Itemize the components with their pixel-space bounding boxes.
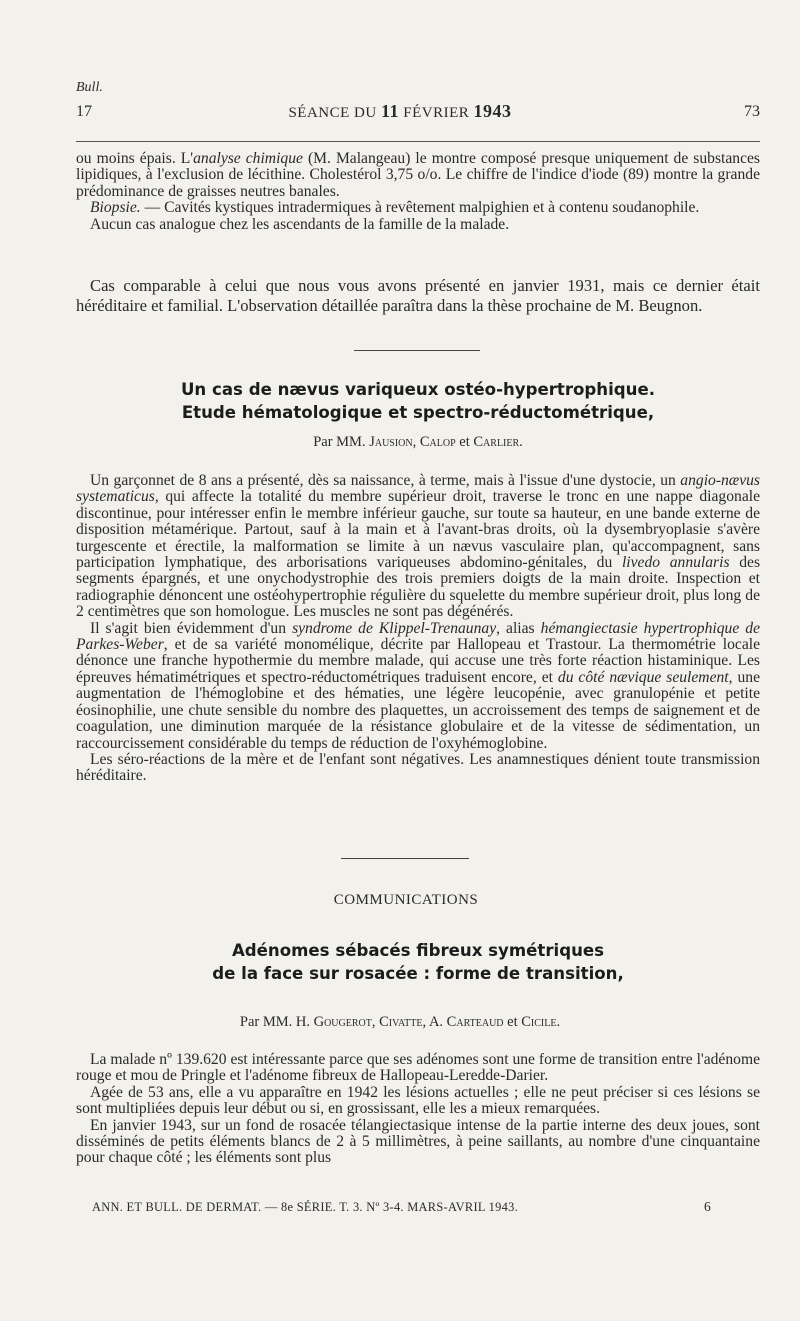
article1-body [76, 473, 760, 785]
paragraph: La malade nº 139.620 est intéressante parce que ses adénomes sont une forme de transition entre l'adénome rouge et mou de Pringle et l'adénome fibreux de Hallopeau-Leredde-Darier. [76, 1051, 760, 1085]
header-year: 1943 [473, 101, 512, 121]
running-header [0, 101, 800, 122]
article2-authors: Par MM. H. Gougerot, Civatte, A. Carteaud et Cicile. [239, 1014, 561, 1030]
paragraph: ou moins épais. L'analyse chimique (M. Malangeau) le montre composé presque uniquement de substances lipidiques, à l'exclusion de lécithine. Cholestérol 3,75 o/o. Le chiffre de l'indice d'iode (89) montre la grande prédominance de graisses neutres banales. [76, 150, 761, 200]
communications-heading: COMMUNICATIONS [333, 892, 479, 908]
article2-title-line2: de la face sur rosacée : forme de transition, [212, 964, 624, 983]
footer-sheet-number: 6 [704, 1199, 711, 1214]
paragraph: En janvier 1943, sur un fond de rosacée télangiectasique intense de la partie interne des deux joues, sont disséminés de petits éléments blancs de 2 à 5 millimètres, à peine saillants, au nombre d'une cinquantaine pour chaque côté ; les éléments sont plus [76, 1116, 760, 1167]
paragraph-biopsie: Biopsie. — Cavités kystiques intradermiques à revêtement malpighien et à contenu soudanophile. [90, 199, 700, 217]
paragraph: Un garçonnet de 8 ans a présenté, dès sa naissance, à terme, mais à l'issue d'une dystocie, un angio-nævus systematicus, qui affecte la totalité du membre supérieur droit, traverse le tronc en une nappe diagonale discontinue, pour intéresser enfin le membre inférieur gauche, sur toute sa hauteur, en une bande externe de disposition métamérique. Partout, sauf à la main et à l'avant-bras droits, où la dysembryoplasie s'avère turgescente et érectile, la malformation se limite à un nævus vasculaire plan, qu'accompagnent, sans participation lymphatique, des arborisations variqueuses abdomino-génitales, du livedo annularis des segments épargnés, et une onychodystrophie des trois premiers doigts de la main droite. Inspection et radiographie dénoncent une ostéohypertrophie régulière du squelette du membre supérieur droit, plus long de 2 centimètres que son homologue. Les muscles ne sont pas dégénérés. [76, 472, 761, 621]
section1-conclusion [76, 276, 760, 316]
article1-title-line1: Un cas de nævus variqueux ostéo-hypertrophique. [180, 380, 656, 399]
page-number: 73 [744, 103, 760, 120]
paragraph: Agée de 53 ans, elle a vu apparaître en 1942 les lésions actuelles ; elle ne peut préciser si ces lésions se sont multipliées depuis leur début ou si, en grossissant, elle les a mieux remarquées. [76, 1083, 760, 1118]
paragraph: Cas comparable à celui que nous vous avons présenté en janvier 1931, mais ce dernier était héréditaire et familial. L'observation détaillée paraîtra dans la thèse prochaine de M. Beugnon. [76, 276, 760, 315]
article1-authors: Par MM. Jausion, Calop et Carlier. [313, 434, 523, 450]
paragraph: Aucun cas analogue chez les ascendants de la famille de la malade. [90, 215, 510, 233]
header-left-number: 17 [76, 103, 92, 120]
footer-citation: ANN. ET BULL. DE DERMAT. — 8e SÉRIE. T. 3. Nº 3-4. MARS-AVRIL 1943. [92, 1200, 519, 1214]
separator-rule [354, 350, 480, 351]
header-month: FÉVRIER [403, 105, 470, 121]
article2-title-line1: Adénomes sébacés fibreux symétriques [231, 941, 605, 960]
article2-body [76, 1052, 760, 1167]
paragraph: Les séro-réactions de la mère et de l'enfant sont négatives. Les anamnestiques dénient toute transmission héréditaire. [76, 750, 760, 785]
header-day: 11 [380, 101, 399, 121]
header-rule [76, 141, 760, 142]
separator-rule [341, 858, 469, 859]
header-title-prefix: SÉANCE DU [288, 105, 377, 121]
section1-continuation [76, 151, 760, 233]
article1-title-line2: Etude hématologique et spectro-réductométrique, [181, 403, 655, 422]
paragraph: Il s'agit bien évidemment d'un syndrome de Klippel-Trenaunay, alias hémangiectasie hypertrophique de Parkes-Weber, et de sa variété monomélique, décrite par Hallopeau et Trastour. La thermométrie locale dénonce une franche hypothermie du membre malade, qui accuse une très forte réaction histaminique. Les épreuves hématimétriques et spectro-réductométriques traduisent encore, et du côté nævique seulement, une augmentation de l'hémoglobine et des hématies, une légère leucopénie, avec granulopénie et petite éosinophilie, une chute sensible du nombre des plaquettes, un accroissement des temps de saignement et de coagulation, une diminution marquée de la résistance globulaire et de la vitesse de sédimentation, un raccourcissement considérable du temps de réduction de l'oxyhémoglobine. [76, 619, 760, 752]
bull-label: Bull. [76, 80, 103, 95]
